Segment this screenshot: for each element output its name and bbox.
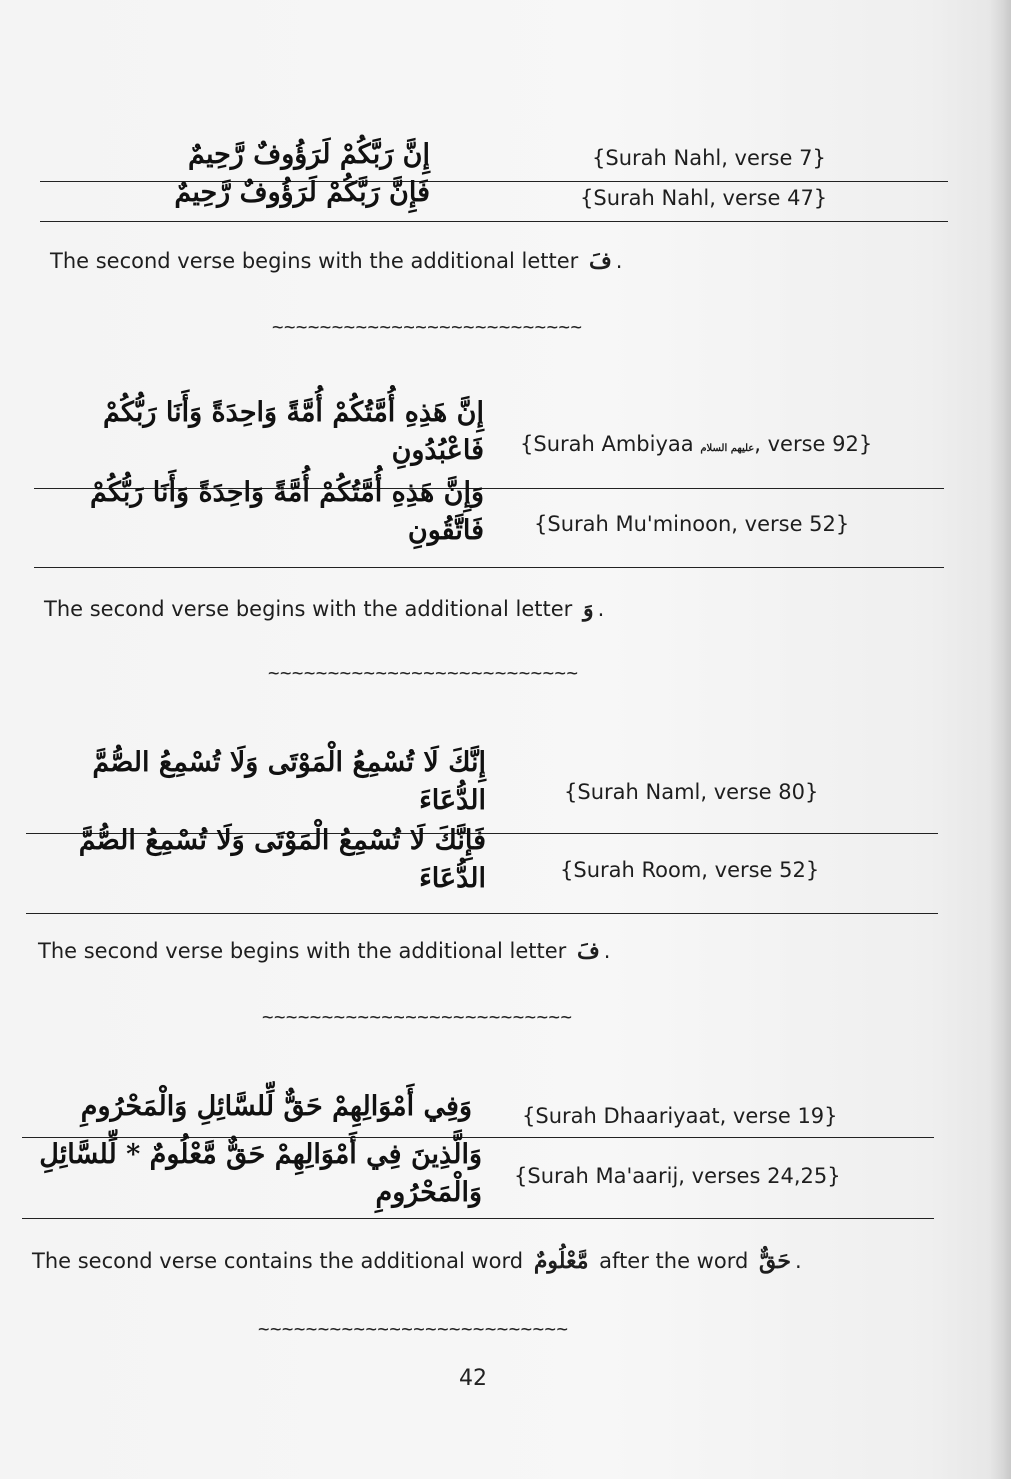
explanation-note — [38, 938, 610, 964]
divider-line — [26, 913, 938, 914]
explanation-note — [44, 596, 604, 622]
note-text-middle: after the word — [599, 1249, 749, 1273]
note-arabic-word: مَّعْلُومٌ — [533, 1248, 589, 1274]
divider-line — [22, 1218, 934, 1219]
verse-row — [40, 177, 946, 222]
honorific-text: عليهم السلام — [700, 443, 755, 454]
arabic-verse: إِنَّ هَذِهِ أُمَّتُكُمْ أُمَّةً وَاحِدَةً وَأَنَا رَبُّكُمْ فَاعْبُدُونِ — [103, 397, 484, 466]
section-separator: ~~~~~~~~~~~~~~~~~~~~~~~~~~ — [262, 1006, 573, 1028]
arabic-verse: إِنَّ رَبَّكُمْ لَرَؤُوفٌ رَّحِيمٌ — [188, 139, 430, 170]
note-text: The second verse begins with the additional letter — [38, 939, 567, 963]
verse-reference: {Surah Nahl, verse 7} — [592, 146, 826, 170]
ref-text-suffix: , verse 92} — [754, 432, 873, 456]
verse-row — [34, 472, 944, 552]
verse-row — [22, 1134, 934, 1214]
section-separator: ~~~~~~~~~~~~~~~~~~~~~~~~~~ — [258, 1318, 569, 1340]
note-arabic-word: حَقٌّ — [758, 1248, 791, 1274]
note-text: The second verse begins with the additional letter — [44, 597, 573, 621]
verse-reference: {Surah Ma'aarij, verses 24,25} — [514, 1164, 841, 1188]
explanation-note — [50, 248, 622, 274]
verse-reference — [520, 432, 872, 456]
note-arabic-letter: وَ — [582, 596, 594, 622]
note-arabic-letter: فَ — [588, 248, 612, 274]
explanation-note — [32, 1248, 802, 1274]
ref-text: {Surah Ambiyaa — [520, 432, 694, 456]
note-suffix: . — [597, 597, 605, 621]
verse-reference: {Surah Room, verse 52} — [560, 858, 820, 882]
divider-line — [40, 221, 948, 222]
note-text: The second verse begins with the additional letter — [50, 249, 579, 273]
arabic-verse: فَإِنَّ رَبَّكُمْ لَرَؤُوفٌ رَّحِيمٌ — [174, 177, 430, 208]
verse-row — [26, 820, 938, 900]
arabic-verse: وَفِي أَمْوَالِهِمْ حَقٌّ لِّلسَّائِلِ وَالْمَحْرُومِ — [80, 1091, 472, 1122]
verse-reference: {Surah Nahl, verse 47} — [580, 186, 828, 210]
note-suffix: . — [615, 249, 623, 273]
note-arabic-letter: فَ — [576, 938, 600, 964]
verse-reference: {Surah Dhaariyaat, verse 19} — [522, 1104, 838, 1128]
verse-row — [26, 742, 938, 822]
arabic-verse: إِنَّكَ لَا تُسْمِعُ الْمَوْتَى وَلَا تُسْمِعُ الصُّمَّ الدُّعَاءَ — [92, 747, 486, 816]
divider-line — [34, 567, 944, 568]
page-number: 42 — [459, 1366, 487, 1391]
verse-row — [22, 1086, 934, 1136]
arabic-verse: فَإِنَّكَ لَا تُسْمِعُ الْمَوْتَى وَلَا تُسْمِعُ الصُّمَّ الدُّعَاءَ — [78, 825, 486, 894]
verse-reference: {Surah Naml, verse 80} — [564, 780, 819, 804]
verse-row — [34, 392, 944, 472]
verse-reference: {Surah Mu'minoon, verse 52} — [534, 512, 850, 536]
note-text: The second verse contains the additional word — [32, 1249, 524, 1273]
note-suffix: . — [603, 939, 611, 963]
note-suffix: . — [794, 1249, 802, 1273]
section-separator: ~~~~~~~~~~~~~~~~~~~~~~~~~~ — [268, 662, 579, 684]
section-separator: ~~~~~~~~~~~~~~~~~~~~~~~~~~ — [272, 316, 583, 338]
arabic-verse: وَالَّذِينَ فِي أَمْوَالِهِمْ حَقٌّ مَّعْلُومٌ * لِّلسَّائِلِ وَالْمَحْرُومِ — [39, 1139, 482, 1208]
page-spine-shadow — [989, 0, 1011, 1479]
arabic-verse: وَإِنَّ هَذِهِ أُمَّتُكُمْ أُمَّةً وَاحِدَةً وَأَنَا رَبُّكُمْ فَاتَّقُونِ — [89, 477, 484, 546]
